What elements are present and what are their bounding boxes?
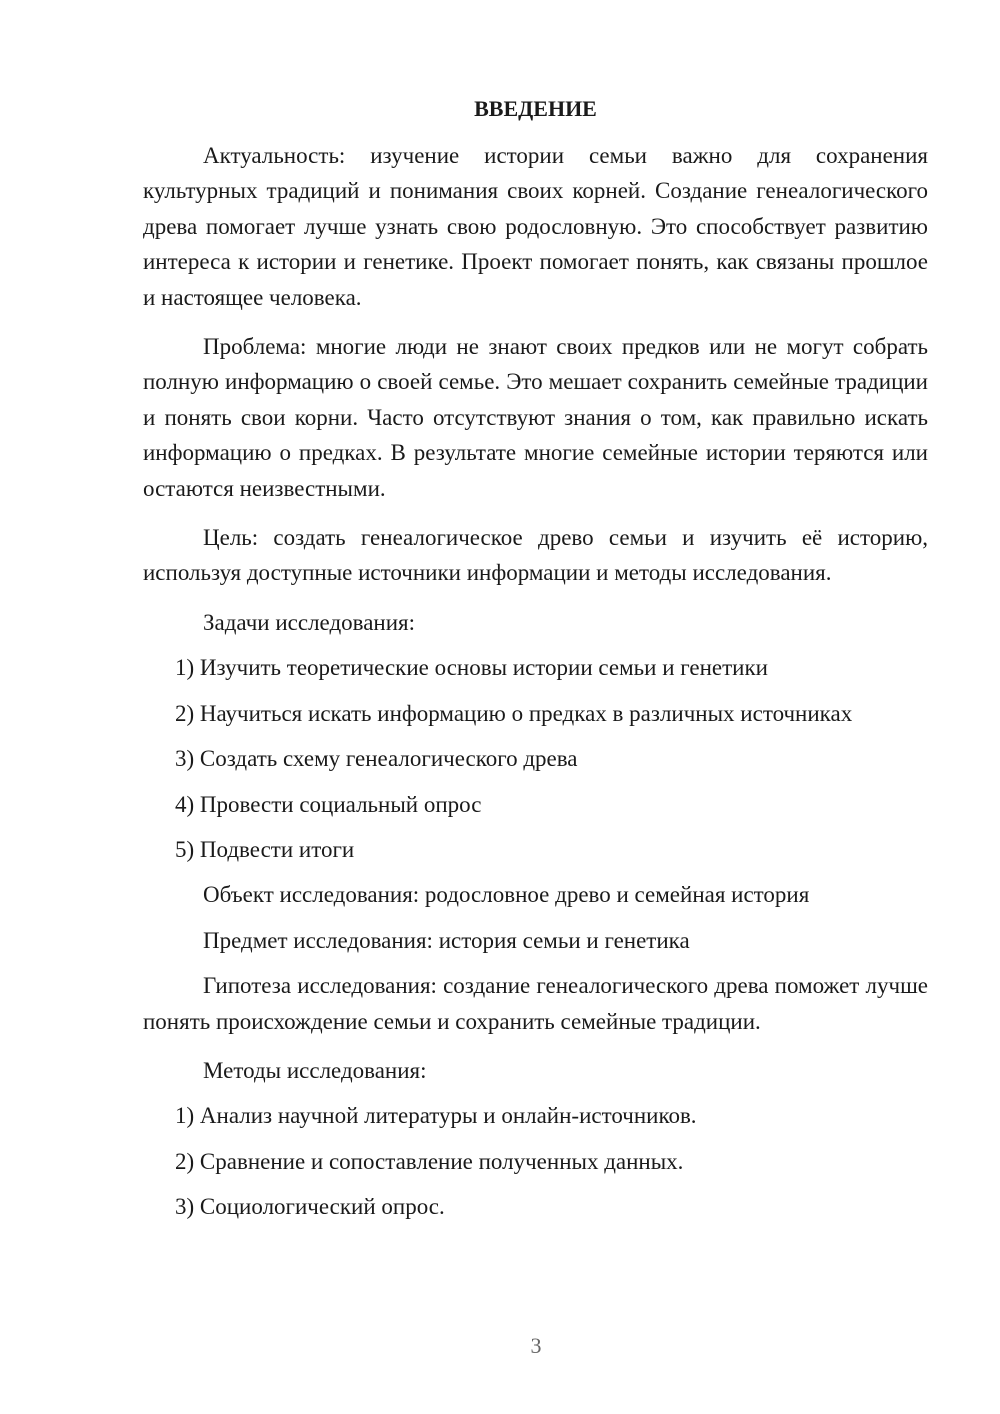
methods-heading: Методы исследования: bbox=[203, 1057, 427, 1083]
task-item: 2) Научиться искать информацию о предках в различных источниках bbox=[175, 700, 853, 726]
object-line: Объект исследования: родословное древо и семейная история bbox=[203, 882, 810, 908]
method-item: 1) Анализ научной литературы и онлайн-источников. bbox=[175, 1103, 697, 1129]
relevance-paragraph: Актуальность: изучение истории семьи важно для сохранения культурных традиций и понимания своих корней. Создание генеалогического древа помогает лучше узнать свою родословную. Это способствует развитию интереса к истории и генетике. Проект помогает понять, как связаны прошлое и настоящее человека. bbox=[143, 143, 928, 310]
page-number: 3 bbox=[530, 1333, 542, 1358]
page-content bbox=[143, 94, 928, 1235]
problem-paragraph: Проблема: многие люди не знают своих предков или не могут собрать полную информацию о своей семье. Это мешает сохранить семейные традиции и понять свои корни. Часто отсутствуют знания о том, как правильно искать информацию о предках. В результате многие семейные истории теряются или остаются неизвестными. bbox=[143, 334, 928, 501]
page-title: ВВЕДЕНИЕ bbox=[474, 96, 597, 121]
method-item: 2) Сравнение и сопоставление полученных данных. bbox=[175, 1148, 684, 1174]
subject-line: Предмет исследования: история семьи и генетика bbox=[203, 927, 690, 953]
method-item: 3) Социологический опрос. bbox=[175, 1194, 445, 1220]
task-item: 5) Подвести итоги bbox=[175, 836, 355, 862]
task-item: 3) Создать схему генеалогического древа bbox=[175, 746, 578, 772]
task-item: 1) Изучить теоретические основы истории семьи и генетики bbox=[175, 655, 768, 681]
tasks-heading: Задачи исследования: bbox=[203, 609, 416, 635]
task-item: 4) Провести социальный опрос bbox=[175, 791, 482, 817]
goal-paragraph: Цель: создать генеалогическое древо семьи и изучить её историю, используя доступные источники информации и методы исследования. bbox=[143, 525, 928, 586]
hypothesis-paragraph: Гипотеза исследования: создание генеалогического древа поможет лучше понять происхождение семьи и сохранить семейные традиции. bbox=[143, 973, 928, 1034]
